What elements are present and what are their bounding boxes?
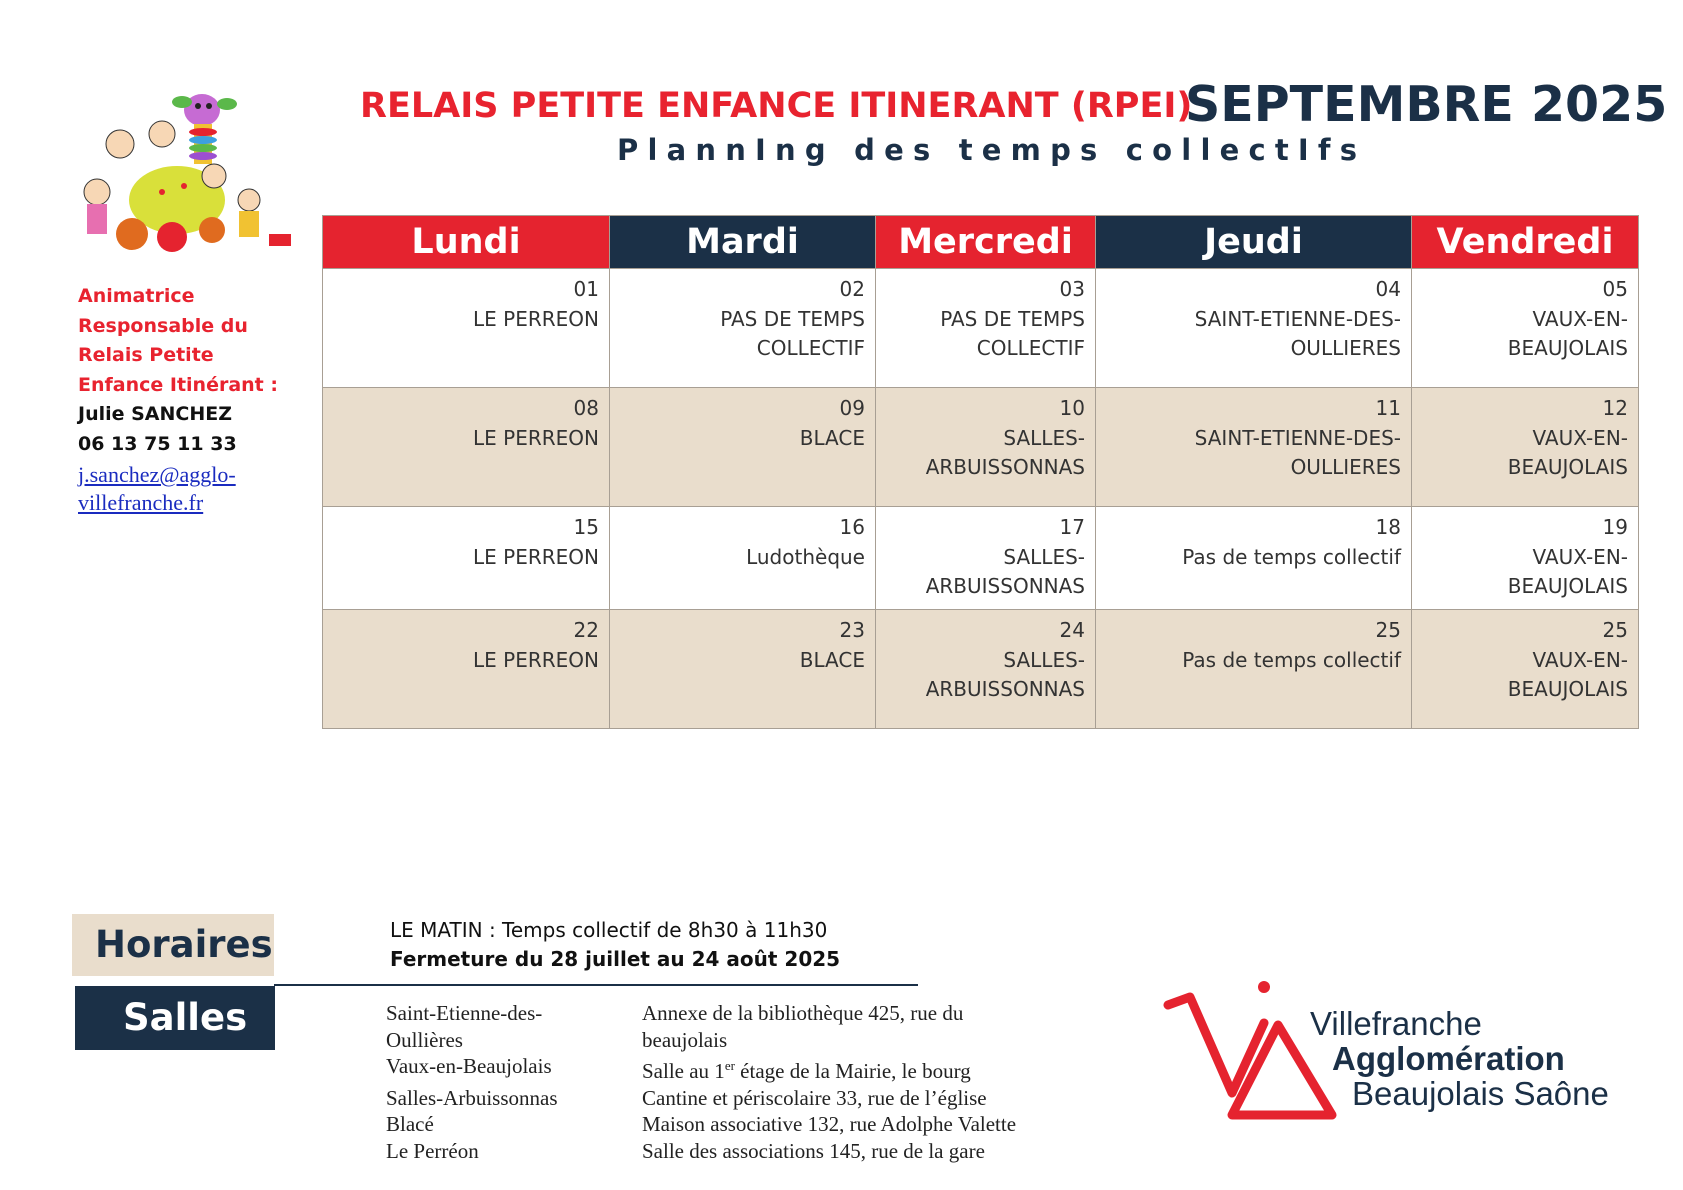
page-title: RELAIS PETITE ENFANCE ITINERANT (RPEI) bbox=[360, 86, 1193, 126]
venue-name: Le Perréon bbox=[386, 1138, 479, 1163]
email-line-2: villefranche.fr bbox=[78, 490, 204, 515]
day-header-vendredi: Vendredi bbox=[1412, 216, 1639, 269]
calendar-day-cell bbox=[1096, 269, 1412, 388]
day-activity-text: BEAUJOLAIS bbox=[1507, 677, 1628, 701]
day-activity-text: SALLES- bbox=[1003, 544, 1085, 569]
day-activity-text: SALLES- bbox=[1003, 425, 1085, 450]
day-number: 25 bbox=[1602, 618, 1628, 642]
day-number: 22 bbox=[573, 618, 599, 642]
day-activity-text: BEAUJOLAIS bbox=[1507, 574, 1628, 598]
salles-label-box bbox=[75, 986, 275, 1050]
day-activity-text: ARBUISSONNAS bbox=[925, 677, 1085, 701]
day-activity-text: VAUX-EN- bbox=[1532, 306, 1628, 331]
day-activity-text: BEAUJOLAIS bbox=[1507, 455, 1628, 479]
venue-address: Cantine et périscolaire 33, rue de l’église bbox=[642, 1085, 987, 1110]
venue-row bbox=[386, 1000, 1062, 1027]
calendar-day-cell bbox=[876, 269, 1096, 388]
calendar-day-cell bbox=[1412, 388, 1639, 507]
calendar-day-cell bbox=[610, 269, 876, 388]
calendar-day-cell bbox=[610, 507, 876, 610]
day-number: 01 bbox=[573, 277, 599, 301]
day-number: 18 bbox=[1375, 515, 1401, 539]
venue-row bbox=[386, 1053, 1062, 1085]
day-header-mardi: Mardi bbox=[610, 216, 876, 269]
calendar-day-cell bbox=[323, 507, 610, 610]
venue-name: Salles-Arbuissonnas bbox=[386, 1085, 558, 1110]
calendar-week-row bbox=[323, 388, 1639, 507]
logo-line-3: Beaujolais Saône bbox=[1352, 1075, 1609, 1112]
calendar-day-cell bbox=[876, 388, 1096, 507]
day-activity-text: OULLIERES bbox=[1290, 336, 1401, 360]
day-activity-text: PAS DE TEMPS bbox=[940, 306, 1085, 331]
horaires-label: Horaires bbox=[95, 923, 273, 966]
logo-line-1: Villefranche bbox=[1310, 1005, 1482, 1042]
contact-name: Julie SANCHEZ bbox=[78, 403, 233, 425]
venue-row bbox=[386, 1138, 1062, 1165]
day-number: 08 bbox=[573, 396, 599, 420]
day-activity-text: LE PERREON bbox=[473, 306, 599, 331]
day-number: 05 bbox=[1602, 277, 1628, 301]
calendar-week-row bbox=[323, 610, 1639, 729]
day-header-jeudi: Jeudi bbox=[1096, 216, 1412, 269]
contact-role-line: Relais Petite bbox=[78, 344, 214, 366]
page-subtitle: PlannIng des temps collectIfs bbox=[617, 133, 1367, 167]
logo-line-2: Agglomération bbox=[1332, 1040, 1565, 1077]
calendar-day-cell bbox=[1412, 610, 1639, 729]
venues-list bbox=[386, 1000, 1062, 1164]
venue-address: Annexe de la bibliothèque 425, rue du bbox=[642, 1001, 964, 1025]
email-line-1: j.sanchez@agglo- bbox=[78, 462, 236, 487]
day-activity-text: SAINT-ETIENNE-DES- bbox=[1194, 306, 1401, 331]
day-activity-text: VAUX-EN- bbox=[1532, 647, 1628, 672]
kids-illustration bbox=[72, 82, 322, 262]
day-number: 03 bbox=[1059, 277, 1085, 301]
day-number: 11 bbox=[1375, 396, 1401, 420]
venue-address: Maison associative 132, rue Adolphe Valette bbox=[642, 1112, 1017, 1136]
day-activity-text: LE PERREON bbox=[473, 425, 599, 450]
calendar-day-cell bbox=[610, 610, 876, 729]
calendar-day-cell bbox=[610, 388, 876, 507]
contact-block bbox=[78, 282, 308, 517]
contact-role-line: Responsable du bbox=[78, 314, 248, 337]
venue-address bbox=[642, 1053, 1062, 1085]
day-number: 23 bbox=[839, 618, 865, 642]
calendar-day-cell bbox=[876, 610, 1096, 729]
venue-name: Oullières bbox=[386, 1027, 463, 1052]
day-activity-text: ARBUISSONNAS bbox=[925, 574, 1085, 598]
calendar-day-cell bbox=[1096, 610, 1412, 729]
section-divider bbox=[274, 984, 918, 986]
day-activity-text: Pas de temps collectif bbox=[1182, 544, 1401, 569]
horaires-label-box bbox=[72, 914, 274, 976]
venue-name: Blacé bbox=[386, 1112, 434, 1136]
calendar-day-cell bbox=[323, 269, 610, 388]
contact-role-line: Animatrice bbox=[78, 285, 195, 307]
day-activity-text: ARBUISSONNAS bbox=[925, 455, 1085, 479]
venue-name: Saint-Etienne-des- bbox=[386, 1001, 543, 1025]
day-header-mercredi: Mercredi bbox=[876, 216, 1096, 269]
day-activity-text: PAS DE TEMPS bbox=[720, 306, 865, 331]
calendar-day-cell bbox=[323, 610, 610, 729]
day-activity-text: BLACE bbox=[799, 647, 865, 672]
calendar-day-cell bbox=[323, 388, 610, 507]
calendar-week-row bbox=[323, 269, 1639, 388]
calendar-day-cell bbox=[1096, 388, 1412, 507]
day-number: 19 bbox=[1602, 515, 1628, 539]
villefranche-agglomeration-logo bbox=[1160, 975, 1640, 1135]
day-activity-text: LE PERREON bbox=[473, 544, 599, 569]
day-activity-text: BLACE bbox=[799, 425, 865, 450]
venue-address: Salle des associations 145, rue de la gare bbox=[642, 1138, 985, 1163]
day-activity-text: VAUX-EN- bbox=[1532, 544, 1628, 569]
calendar-day-cell bbox=[1096, 507, 1412, 610]
fermeture-text: Fermeture du 28 juillet au 24 août 2025 bbox=[390, 947, 841, 971]
day-number: 12 bbox=[1602, 396, 1628, 420]
contact-phone: 06 13 75 11 33 bbox=[78, 432, 237, 455]
calendar-week-row bbox=[323, 507, 1639, 610]
day-activity-text: OULLIERES bbox=[1290, 455, 1401, 479]
day-activity-text: SALLES- bbox=[1003, 647, 1085, 672]
calendar-day-cell bbox=[1412, 269, 1639, 388]
calendar-header-row bbox=[323, 216, 1639, 269]
month-title: SEPTEMBRE 2025 bbox=[1185, 76, 1668, 133]
day-number: 16 bbox=[839, 515, 865, 539]
day-activity-text: VAUX-EN- bbox=[1532, 425, 1628, 450]
day-activity-text: Ludothèque bbox=[746, 544, 865, 569]
calendar-day-cell bbox=[1412, 507, 1639, 610]
day-number: 02 bbox=[839, 277, 865, 301]
calendar-table bbox=[322, 215, 1639, 729]
contact-email-link[interactable] bbox=[78, 461, 308, 517]
day-number: 17 bbox=[1059, 515, 1085, 539]
day-header-lundi: Lundi bbox=[323, 216, 610, 269]
venue-address-pre: Salle au 1 bbox=[642, 1059, 725, 1083]
venue-address: beaujolais bbox=[642, 1027, 728, 1052]
day-activity-text: COLLECTIF bbox=[976, 336, 1085, 360]
venue-row bbox=[386, 1027, 1062, 1054]
day-activity-text: LE PERREON bbox=[473, 647, 599, 672]
venue-name: Vaux-en-Beaujolais bbox=[386, 1054, 552, 1078]
day-activity-text: COLLECTIF bbox=[756, 336, 865, 360]
matin-text: LE MATIN : Temps collectif de 8h30 à 11h30 bbox=[390, 918, 828, 942]
day-number: 25 bbox=[1375, 618, 1401, 642]
day-number: 15 bbox=[573, 515, 599, 539]
day-activity-text: Pas de temps collectif bbox=[1182, 647, 1401, 672]
salles-label: Salles bbox=[123, 996, 248, 1039]
day-activity-text: SAINT-ETIENNE-DES- bbox=[1194, 425, 1401, 450]
day-activity-text: BEAUJOLAIS bbox=[1507, 336, 1628, 360]
contact-role-line: Enfance Itinérant : bbox=[78, 373, 278, 396]
day-number: 09 bbox=[839, 396, 865, 420]
day-number: 10 bbox=[1059, 396, 1085, 420]
venue-row bbox=[386, 1111, 1062, 1138]
venue-address-post: étage de la Mairie, le bourg bbox=[734, 1059, 971, 1083]
day-number: 04 bbox=[1375, 277, 1401, 301]
venue-address-sup: er bbox=[724, 1058, 735, 1073]
day-number: 24 bbox=[1059, 618, 1085, 642]
venue-row bbox=[386, 1085, 1062, 1112]
calendar-day-cell bbox=[876, 507, 1096, 610]
